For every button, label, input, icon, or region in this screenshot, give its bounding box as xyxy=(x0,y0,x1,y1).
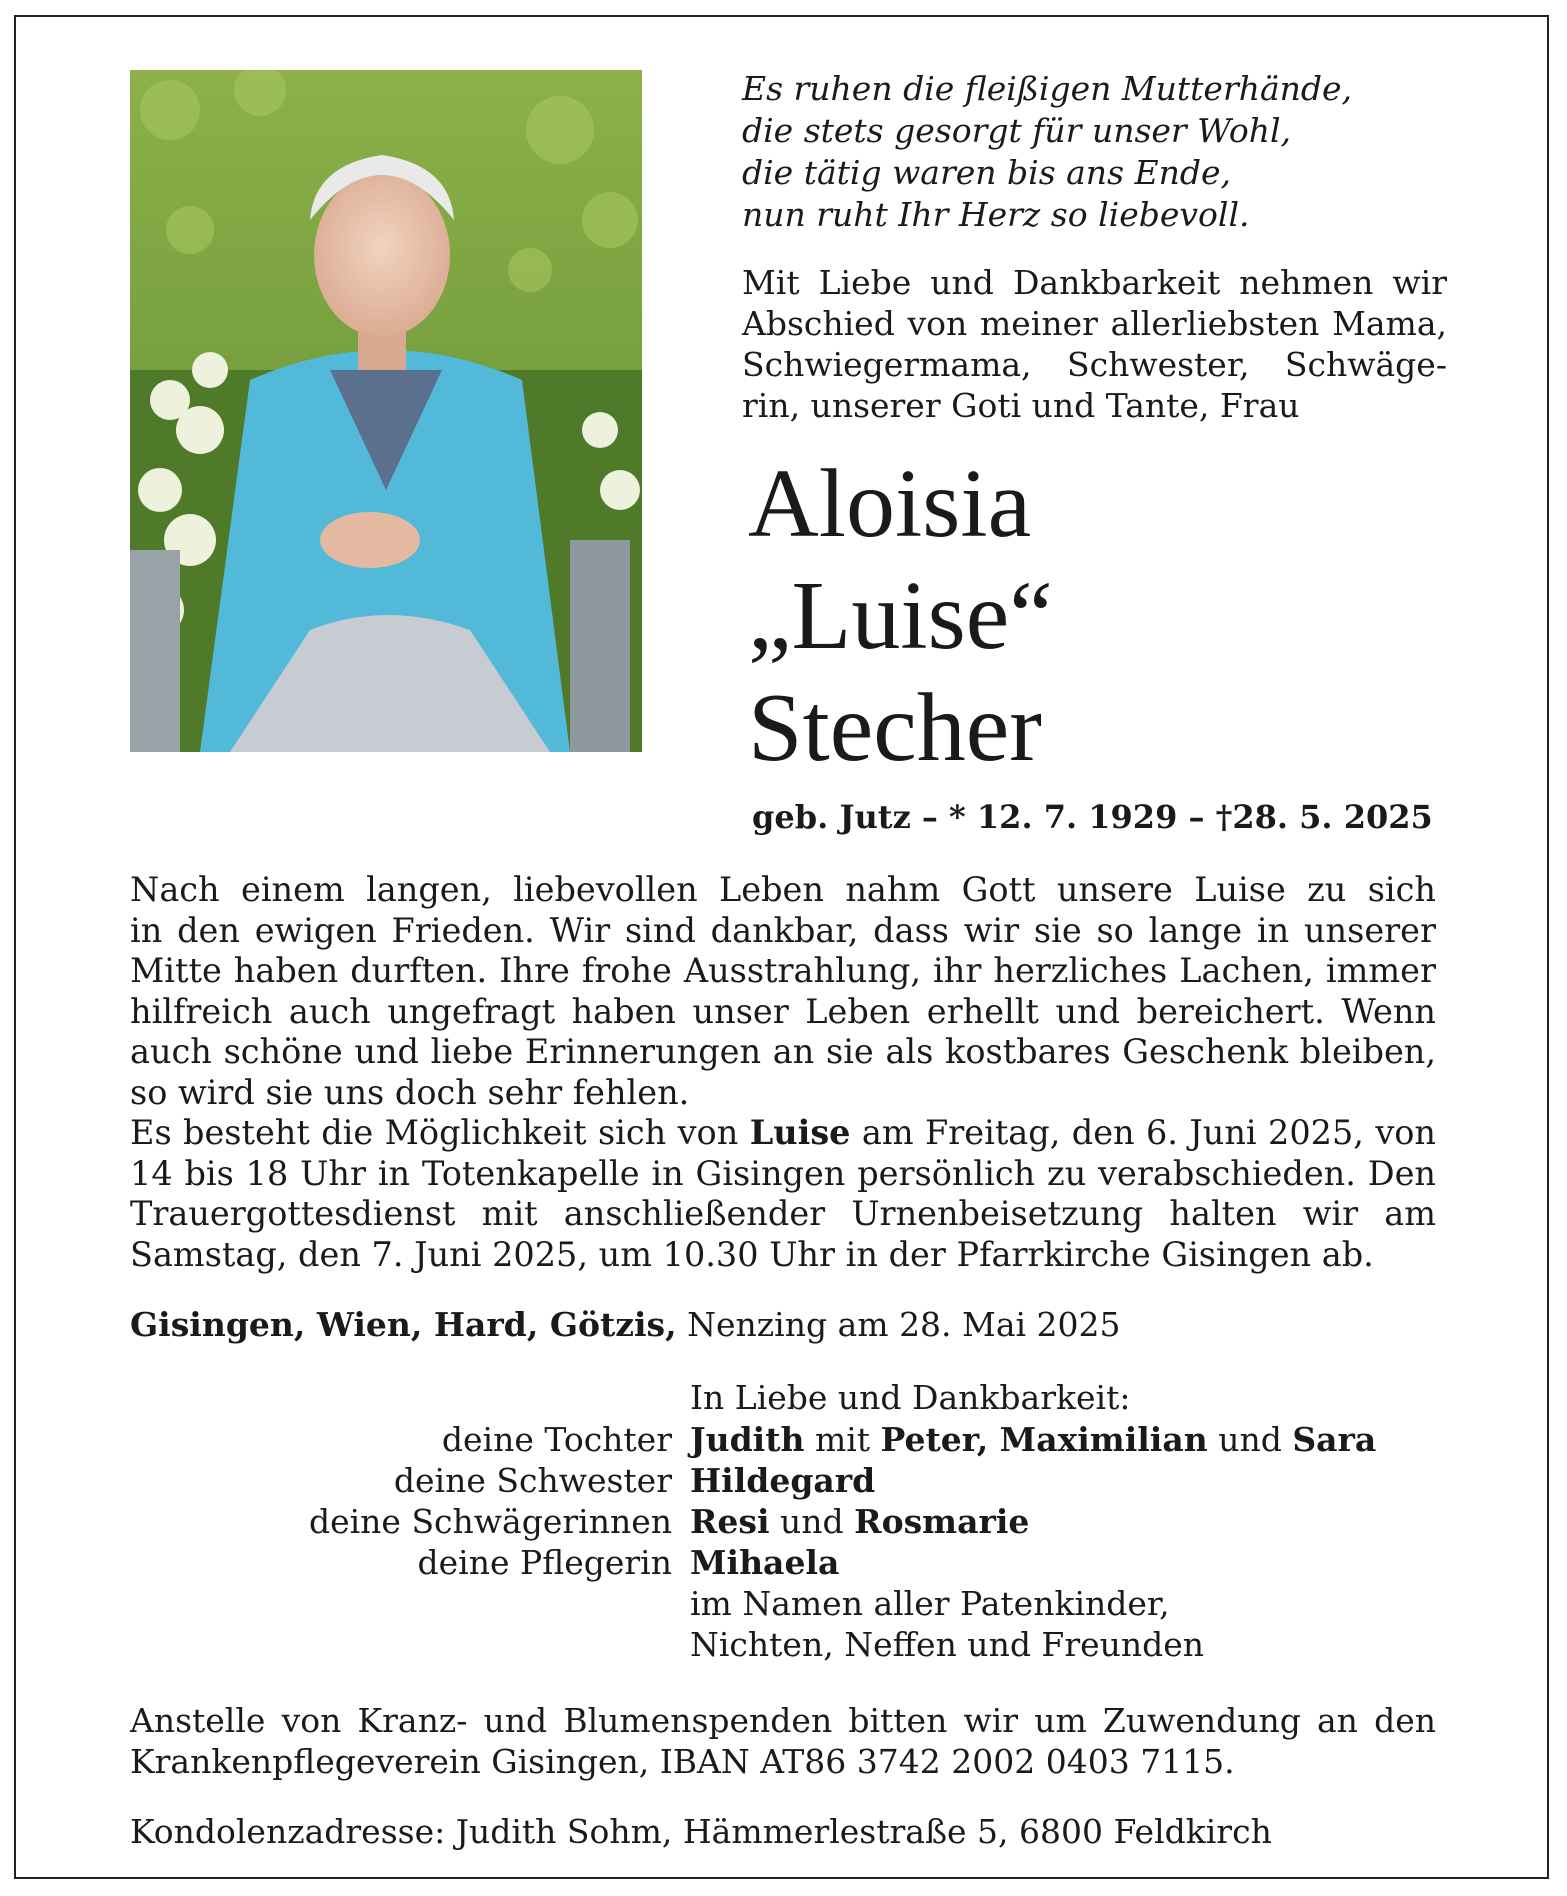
family-name: Judith xyxy=(690,1420,805,1459)
poem-line: die tätig waren bis ans Ende, xyxy=(742,153,1231,192)
body-line: Samstag, den 7. Juni 2025, um 10.30 Uhr in der Pfarrkirche Gisingen ab. xyxy=(130,1234,1374,1274)
family-name: Hildegard xyxy=(690,1461,876,1500)
first-name: Aloisia xyxy=(748,450,1032,558)
intro-line: rin, unserer Goti und Tante, Frau xyxy=(742,386,1300,425)
body-line: Trauergottesdienst mit anschließender Urnenbeisetzung halten wir am xyxy=(130,1194,1436,1233)
family-names xyxy=(690,1584,1170,1623)
poem-line: die stets gesorgt für unser Wohl, xyxy=(742,111,1292,150)
family-connector: und xyxy=(1207,1420,1293,1459)
family-names xyxy=(690,1461,875,1500)
body-line: so wird sie uns doch sehr fehlen. xyxy=(130,1072,690,1112)
relation-label: deine Tochter xyxy=(441,1420,672,1459)
places: Gisingen, Wien, Hard, Götzis, xyxy=(130,1305,677,1344)
intro-line: Schwiegermama, Schwester, Schwäge- xyxy=(742,345,1447,384)
poem-line: nun ruht Ihr Herz so liebevoll. xyxy=(742,195,1250,234)
farewell-name: Luise xyxy=(749,1113,851,1152)
poem-line: Es ruhen die fleißigen Mutterhände, xyxy=(742,69,1353,108)
farewell-line xyxy=(130,1113,1436,1154)
family-connector: im Namen aller Patenkinder, xyxy=(690,1584,1170,1623)
relation-label: deine Pflegerin xyxy=(417,1543,672,1582)
family-row xyxy=(0,1625,1567,1666)
family-row xyxy=(0,1584,1567,1625)
family-row xyxy=(0,1543,1567,1584)
intro-line: Mit Liebe und Dankbarkeit nehmen wir xyxy=(742,263,1447,302)
intro-text xyxy=(742,262,1447,426)
condolence-address: Kondolenzadresse: Judith Sohm, Hämmerlestraße 5, 6800 Feldkirch xyxy=(130,1812,1272,1851)
family-connector: Nichten, Neffen und Freunden xyxy=(690,1625,1205,1664)
farewell-text: Es besteht die Möglichkeit sich von xyxy=(130,1113,739,1152)
family-name: Mihaela xyxy=(690,1543,840,1582)
body-line: Nach einem langen, liebevollen Leben nahm Gott unsere Luise zu sich xyxy=(130,870,1436,909)
donation-line: Anstelle von Kranz- und Blumenspenden bitten wir um Zuwendung an den xyxy=(130,1701,1436,1740)
surname: Stecher xyxy=(748,674,1042,782)
family-connector: und xyxy=(769,1502,855,1541)
body-line: auch schöne und liebe Erinnerungen an sie als kostbares Geschenk bleiben, xyxy=(130,1032,1436,1071)
birth-death-dates: geb. Jutz – * 12. 7. 1929 – †28. 5. 2025 xyxy=(752,798,1433,836)
donation-line: Krankenpflegeverein Gisingen, IBAN AT86 3742 2002 0403 7115. xyxy=(130,1742,1235,1781)
body-line: hilfreich auch ungefragt haben unser Leben erhellt und bereichert. Wenn xyxy=(130,991,1436,1031)
family-row xyxy=(0,1420,1567,1461)
poem xyxy=(742,68,1462,236)
relation-label: deine Schwester xyxy=(393,1461,672,1500)
body-line: 14 bis 18 Uhr in Totenkapelle in Gisingen persönlich zu verabschieden. Den xyxy=(130,1153,1436,1193)
deceased-name xyxy=(748,448,1468,784)
main-text xyxy=(130,870,1436,1275)
family-name: Sara xyxy=(1292,1420,1377,1459)
portrait-photo xyxy=(130,70,642,752)
nickname: „Luise“ xyxy=(748,562,1053,670)
family-name: Rosmarie xyxy=(854,1502,1030,1541)
farewell-text: am Freitag, den 6. Juni 2025, von xyxy=(861,1113,1437,1152)
body-line: Mitte haben durften. Ihre frohe Ausstrahlung, ihr herzliches Lachen, immer xyxy=(130,951,1436,990)
family-name: Resi xyxy=(690,1502,770,1541)
place-date xyxy=(130,1305,1121,1344)
body-line: in den ewigen Frieden. Wir sind dankbar, dass wir sie so lange in unserer xyxy=(130,910,1436,950)
relation-label: deine Schwägerinnen xyxy=(308,1502,672,1541)
family-names xyxy=(690,1420,1376,1459)
family-names xyxy=(690,1543,839,1582)
family-names xyxy=(690,1502,1029,1541)
family-row xyxy=(0,1461,1567,1502)
family-row xyxy=(0,1502,1567,1543)
family-name: Peter, Maximilian xyxy=(880,1420,1208,1459)
donation-note xyxy=(130,1700,1436,1782)
place-date-rest: Nenzing am 28. Mai 2025 xyxy=(687,1305,1121,1344)
family-list xyxy=(0,1420,1567,1666)
family-connector: mit xyxy=(804,1420,881,1459)
intro-line: Abschied von meiner allerliebsten Mama, xyxy=(742,304,1447,343)
family-names xyxy=(690,1625,1204,1664)
signoff: In Liebe und Dankbarkeit: xyxy=(690,1378,1131,1417)
